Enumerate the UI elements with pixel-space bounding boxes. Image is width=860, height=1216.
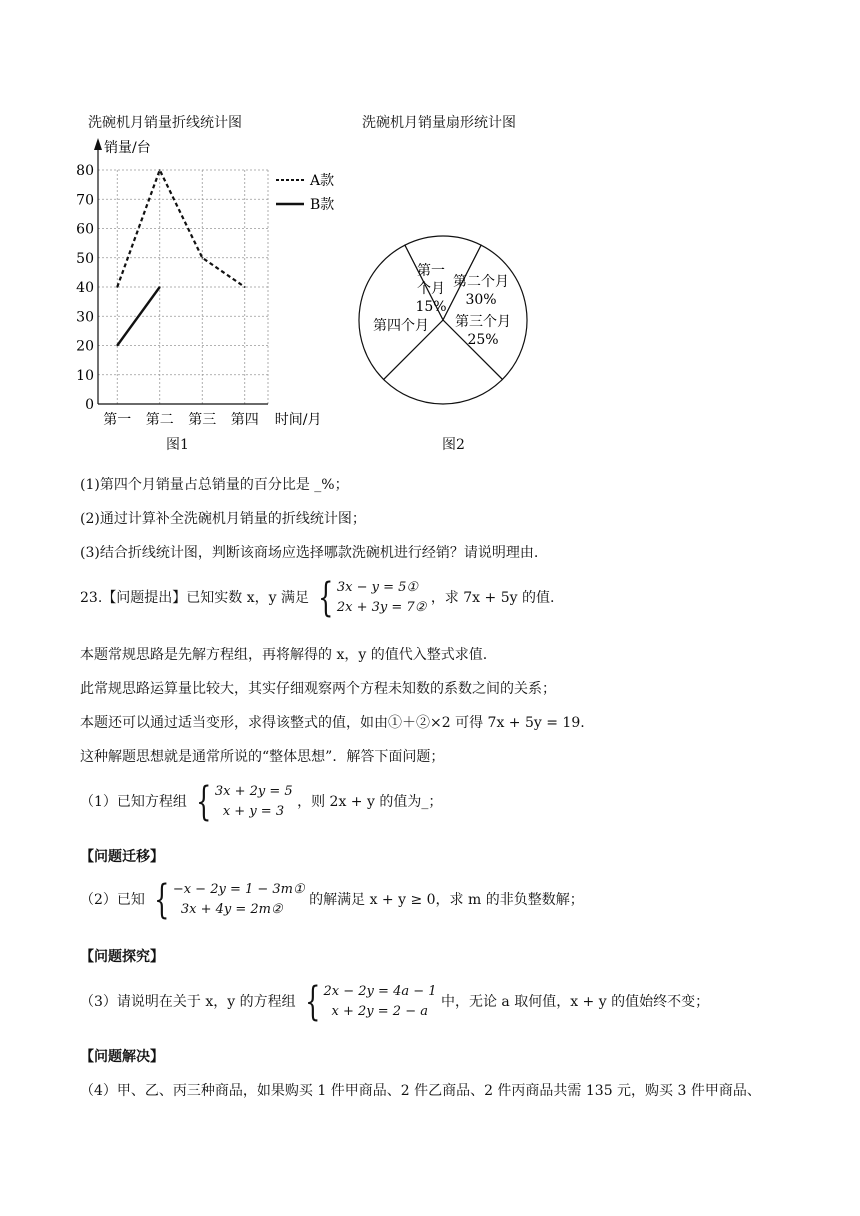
y-axis-label: 销量/台 [104, 140, 151, 156]
sub2-text-a: （2）已知 [80, 892, 145, 908]
y-tick-label: 40 [76, 280, 94, 296]
system-line: x + y = 3 [222, 804, 285, 819]
q23-intro-system [313, 575, 427, 621]
chart2-caption: 图2 [442, 437, 465, 453]
y-tick-label: 70 [76, 192, 94, 209]
pie-label: 15% [415, 299, 447, 315]
q22-part3: (3)结合折线统计图，判断该商场应选择哪款洗碗机进行经销？请说明理由. [80, 545, 539, 561]
pie-label: 第四个月 [373, 318, 429, 334]
x-tick-label: 第四 [230, 412, 259, 428]
sub3-text-a: （3）请说明在关于 x，y 的方程组 [80, 994, 296, 1010]
y-tick-label: 20 [76, 338, 94, 355]
chart2-title: 洗碗机月销量扇形统计图 [362, 115, 516, 131]
heading-explore: 【问题探究】 [80, 949, 164, 965]
data-point [159, 286, 161, 288]
x-tick-label: 第二 [145, 412, 174, 428]
q23-line4: 这种解题思想就是通常所说的“整体思想”．解答下面问题； [80, 749, 445, 765]
q23-sub2 [80, 877, 584, 923]
x-tick-label: 第三 [188, 412, 217, 428]
q23-intro [80, 575, 555, 621]
q23-line2: 此常规思路运算量比较大，其实仔细观察两个方程未知数的系数之间的关系； [80, 681, 556, 697]
sub1-text-a: （1）已知方程组 [80, 794, 187, 810]
sub3-system [300, 979, 437, 1025]
pie-label: 个月 [417, 281, 445, 297]
pie-label: 25% [467, 332, 499, 348]
chart1-caption: 图1 [166, 437, 189, 453]
heading-solve: 【问题解决】 [80, 1049, 164, 1065]
y-tick-label: 80 [76, 163, 94, 179]
brace-icon: { [305, 979, 321, 1025]
sub1-system [191, 779, 293, 825]
system-line: 3x + 2y = 5 [214, 784, 293, 799]
system-line: 2x − 2y = 4a − 1 [323, 984, 437, 999]
chart1-title: 洗碗机月销量折线统计图 [88, 115, 242, 131]
heading-transfer: 【问题迁移】 [80, 849, 164, 865]
sub1-text-b: ，则 2x + y 的值为_； [297, 794, 443, 810]
y-tick-label: 50 [76, 250, 94, 267]
q23-intro-text-a: 23.【问题提出】已知实数 x，y 满足 [80, 590, 309, 606]
system-line: 3x − y = 5① [336, 580, 419, 595]
legend-label: B款 [310, 197, 335, 213]
pie-chart [350, 225, 540, 415]
system-line: x + 2y = 2 − a [331, 1004, 428, 1019]
y-tick-label: 60 [76, 221, 94, 238]
brace-icon: { [154, 877, 170, 923]
q23-line3: 本题还可以通过适当变形，求得该整式的值，如由①＋②×2 可得 7x + 5y = 19. [80, 715, 585, 731]
line-chart [60, 130, 360, 430]
q23-intro-text-b: ，求 7x + 5y 的值. [430, 590, 555, 606]
q23-sub3 [80, 979, 710, 1025]
q22-part1: (1)第四个月销量占总销量的百分比是 _%； [80, 477, 349, 493]
system-line: 3x + 4y = 2m② [180, 902, 283, 917]
series-line-0 [117, 170, 245, 287]
sub2-system [149, 877, 305, 923]
q23-sub1 [80, 779, 443, 825]
y-tick-label: 30 [76, 309, 94, 326]
pie-label: 第一 [417, 263, 445, 279]
y-tick-label: 0 [85, 397, 94, 413]
legend-label: A款 [310, 173, 335, 189]
data-point [244, 286, 246, 288]
x-tick-label: 第一 [103, 412, 132, 428]
q23-sub4: （4）甲、乙、丙三种商品，如果购买 1 件甲商品、2 件乙商品、2 件丙商品共需 135 元，购买 3 件甲商品、 [80, 1083, 761, 1099]
q22-part2: (2)通过计算补全洗碗机月销量的折线统计图； [80, 511, 366, 527]
system-line: 2x + 3y = 7② [336, 600, 427, 615]
pie-label: 30% [465, 292, 497, 308]
data-point [201, 257, 203, 259]
data-point [159, 169, 161, 171]
brace-icon: { [196, 779, 212, 825]
chart1-legend [276, 172, 334, 213]
q23-line1: 本题常规思路是先解方程组，再将解得的 x，y 的值代入整式求值. [80, 647, 488, 663]
brace-icon: { [318, 575, 334, 621]
chart1-grid [98, 170, 268, 404]
data-point [116, 345, 118, 347]
data-point [116, 286, 118, 288]
sub3-text-b: 中，无论 a 取何值，x + y 的值始终不变； [440, 994, 710, 1010]
y-tick-label: 10 [76, 367, 94, 384]
chart1-axes [76, 138, 321, 428]
y-axis-arrow-icon [94, 138, 102, 150]
system-line: −x − 2y = 1 − 3m① [172, 882, 305, 897]
x-axis-label: 时间/月 [274, 412, 322, 428]
pie-label: 第三个月 [455, 314, 511, 330]
sub2-text-b: 的解满足 x + y ≥ 0，求 m 的非负整数解； [309, 892, 584, 908]
pie-label: 第二个月 [453, 274, 509, 290]
